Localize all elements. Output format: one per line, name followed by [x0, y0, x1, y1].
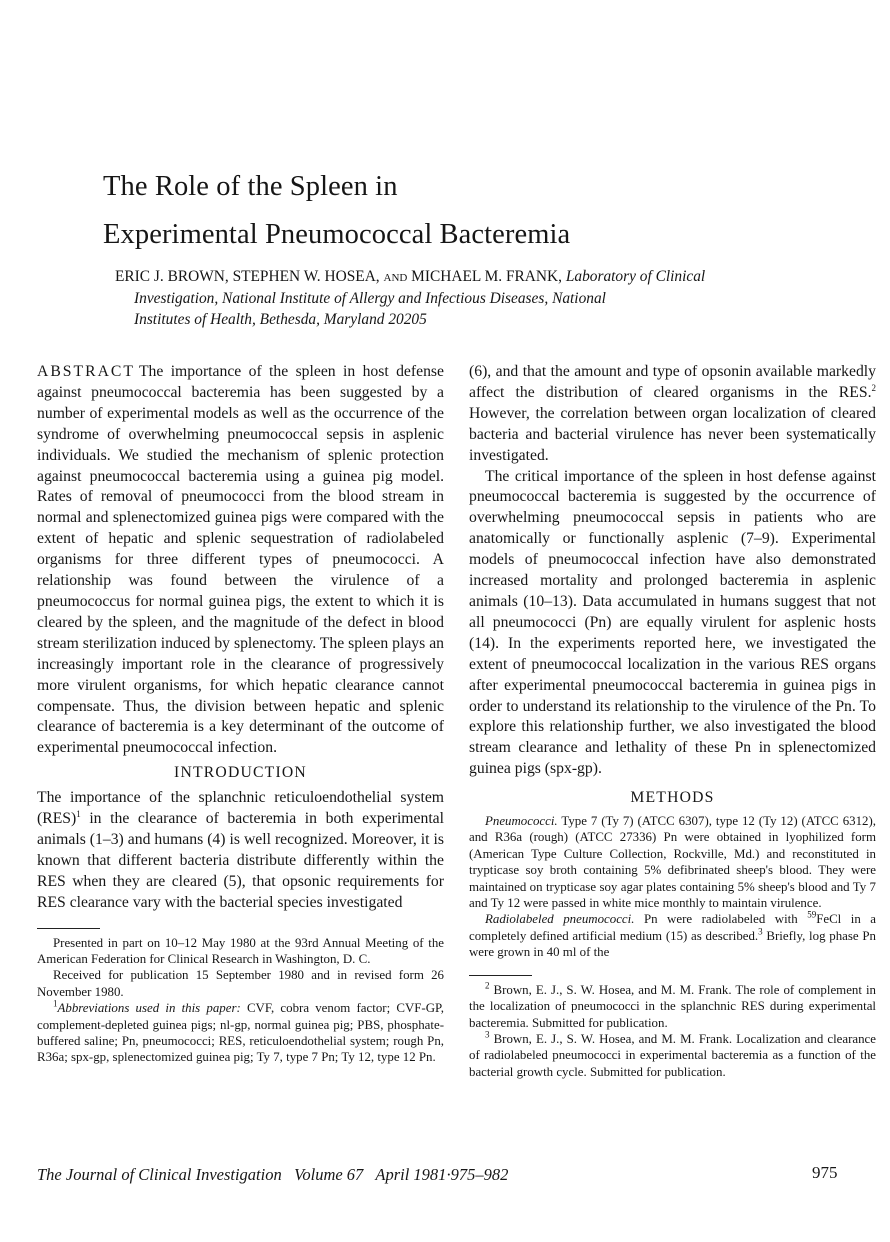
- footnote-ref-1: 1: [76, 808, 81, 819]
- intro-p1-part-2: in the clearance of bacteremia in both experimental animals (1–3) and humans (4) is well recognized. Moreover, it is known that different bacteria distribute differently within the RES when they are cleared (5), that opsonic requirements for RES clearance vary with the bacterial species investigated: [37, 810, 444, 911]
- page-footer: [37, 1165, 877, 1185]
- methods-heading: METHODS: [630, 789, 715, 807]
- article-title: [103, 163, 803, 259]
- footnote-marker-3: 3: [485, 1029, 490, 1040]
- footnote-3: [469, 1031, 876, 1080]
- title-line-2: Experimental Pneumococcal Bacteremia: [103, 219, 571, 250]
- methods-radiolabeled-text-a: Pn were radiolabeled with: [634, 912, 808, 927]
- right-footnotes: [469, 982, 876, 1080]
- methods-pneumococci-text: Type 7 (Ty 7) (ATCC 6307), type 12 (Ty 12) (ATCC 6312), and R36a (rough) (ATCC 27336) Pn were obtained in lyophilized form (American Type Culture Collection, Rockville, Md.) and reconstituted in trypticase soy broth containing 5% defibrinated sheep's blood. They were maintained on trypticase soy agar plates containing 5% sheep's blood and Ty 7 and Ty 12 were passed in white mice monthly to maintain virulence.: [469, 814, 876, 911]
- methods-pneumococci-label: Pneumococci.: [485, 814, 558, 829]
- footnote-ref-3: 3: [758, 926, 763, 937]
- methods-radiolabeled-text-c: Briefly, log phase Pn were grown in 40 ml of the: [469, 928, 876, 960]
- journal-name: The Journal of Clinical Investigation: [37, 1165, 282, 1184]
- title-line-1: The Role of the Spleen in: [103, 171, 398, 202]
- journal-volume: Volume 67: [294, 1165, 364, 1184]
- left-column: [37, 362, 444, 1066]
- methods-radiolabeled: [469, 911, 876, 960]
- page-number: 975: [812, 1163, 838, 1182]
- introduction-paragraph-2: The critical importance of the spleen in host defense against pneumococcal bacteremia is suggested by the occurrence of overwhelming pneumococcal sepsis in patients who are anatomically or functionally asplenic (7–9). Experimental models of pneumococcal infection have also demonstrated increased mortality and prolonged bacteremia in asplenic animals (10–13). Data accumulated in humans suggest that not all pneumococci (Pn) are equally virulent for asplenic hosts (14). In the experiments reported here, we investigated the extent of pneumococcal localization in the various RES organs after experimental pneumococcal bacteremia in guinea pigs in order to understand its relationship to the virulence of the Pn. To explore this relationship further, we also investigated the blood stream clearance and lethality of these Pn in splenectomized guinea pigs (spx-gp).: [469, 467, 876, 778]
- footnote-2: [469, 982, 876, 1031]
- introduction-paragraph-1: [37, 788, 444, 913]
- abstract: [37, 362, 444, 759]
- methods-pneumococci: [469, 813, 876, 911]
- methods-radiolabeled-text-b: FeCl in a completely defined artificial medium (15) as described.: [469, 912, 876, 943]
- footnote-marker-2: 2: [485, 980, 490, 991]
- footnote-rule-right: [469, 975, 532, 976]
- intro-cont-part-2: However, the correlation between organ localization of cleared bacteria and bacterial virulence has never been systematically investigated.: [469, 404, 876, 464]
- intro-cont-part-1: (6), and that the amount and type of opsonin available markedly affect the distribution of cleared organisms in the RES.: [469, 363, 876, 401]
- footnote-presented: Presented in part on 10–12 May 1980 at the 93rd Annual Meeting of the American Federation for Clinical Research in Washington, D. C.: [37, 935, 444, 966]
- affiliation-line-1: Laboratory of Clinical: [565, 268, 706, 285]
- author-block: [115, 266, 835, 331]
- abstract-label: ABSTRACT: [37, 363, 135, 380]
- journal-pages: ·975–982: [446, 1165, 509, 1184]
- isotope-superscript: 59: [807, 910, 817, 921]
- author-names: ERIC J. BROWN, STEPHEN W. HOSEA, and MICHAEL M. FRANK,: [115, 268, 562, 285]
- footnote-received: Received for publication 15 September 1980 and in revised form 26 November 1980.: [37, 968, 444, 999]
- introduction-paragraph-1-continued: [469, 362, 876, 467]
- footnote-abbreviations: [37, 1000, 444, 1066]
- right-column: [469, 362, 876, 1080]
- footnote-3-text: Brown, E. J., S. W. Hosea, and M. M. Frank. Localization and clearance of radiolabeled pneumococci in experimental bacteremia as a function of the bacterial growth cycle. Submitted for publication.: [469, 1031, 876, 1079]
- affiliation-line-2: Investigation, National Institute of Allergy and Infectious Diseases, National: [134, 289, 606, 307]
- abstract-text: The importance of the spleen in host defense against pneumococcal bacteremia has been suggested by a number of experimental models as well as the occurrence of the syndrome of overwhelming pneumococcal sepsis in asplenic individuals. We studied the mechanism of splenic protection against pneumococcal bacteremia using a guinea pig model. Rates of removal of pneumococci from the blood stream in normal and splenectomized guinea pigs were compared with the extent of hepatic and splenic sequestration of radiolabeled organisms for three different types of pneumococci. A relationship was found between the virulence of a pneumococcus for normal guinea pigs, the extent to which it is cleared by the spleen, and the magnitude of the defect in blood stream sterilization induced by splenectomy. The spleen plays an increasingly important role in the clearance of progressively more virulent organisms, for which hepatic clearance cannot compensate. Thus, the division between hepatic and splenic clearance of bacteremia is a key determinant of the outcome of experimental pneumococcal infection.: [37, 363, 444, 757]
- left-footnotes: [37, 935, 444, 1066]
- affiliation-line-3: Institutes of Health, Bethesda, Maryland 20205: [134, 311, 427, 328]
- footnote-marker-1: 1: [53, 998, 58, 1009]
- abbrev-label: Abbreviations used in this paper:: [57, 1001, 241, 1016]
- footnote-ref-2: 2: [871, 382, 876, 393]
- introduction-heading: INTRODUCTION: [174, 764, 307, 782]
- methods-body: [469, 813, 876, 961]
- abbrev-text: CVF, cobra venom factor; CVF-GP, complement-depleted guinea pigs; nl-gp, normal guinea pig; PBS, phosphate-buffered saline; Pn, pneumococci; RES, reticuloendothelial system; rough Pn, R36a; spx-gp, splenectomized guinea pig; Ty 7, type 7 Pn; Ty 12, type 12 Pn.: [37, 1001, 444, 1065]
- journal-date: April 1981: [375, 1165, 447, 1184]
- footnote-2-text: Brown, E. J., S. W. Hosea, and M. M. Frank. The role of complement in the localization of pneumococci in the splanchnic RES during experimental bacteremia. Submitted for publication.: [469, 982, 876, 1030]
- intro-p1-part-1: The importance of the splanchnic reticuloendothelial system (RES): [37, 789, 444, 828]
- footnote-rule: [37, 928, 100, 929]
- methods-radiolabeled-label: Radiolabeled pneumococci.: [485, 912, 635, 927]
